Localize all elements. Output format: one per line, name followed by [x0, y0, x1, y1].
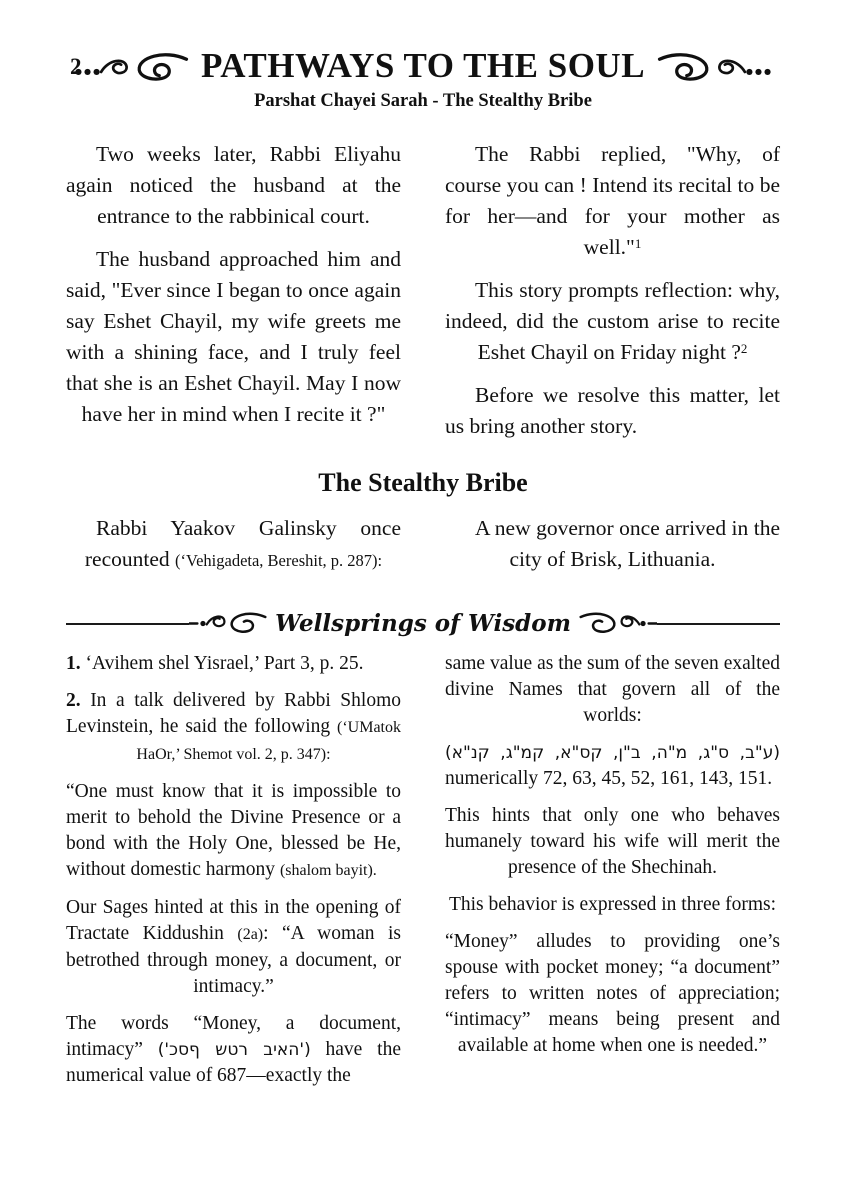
- divider-rule-right: [657, 623, 780, 625]
- footnote-number: 2.: [66, 690, 81, 711]
- footnotes-right-column: [445, 651, 780, 1100]
- footnote-item: [66, 1011, 401, 1089]
- story-section-1: [0, 139, 846, 454]
- divider-flourish-left-icon: [189, 611, 269, 636]
- footnote-item: This behavior is expressed in three forms:: [448, 894, 777, 915]
- paragraph-text: The Rabbi replied, "Why, of course you can ! Intend its recital to be for her—and for your mother as well.": [445, 142, 780, 259]
- story-paragraph: [66, 513, 401, 576]
- flourish-left-icon: [73, 51, 191, 82]
- footnote-text: : “A woman is betrothed through money, a document, or intimacy.”: [66, 923, 402, 997]
- footnote-text: have the numerical value of 687—exactly the: [66, 1039, 401, 1086]
- page-title: PATHWAYS TO THE SOUL: [200, 46, 646, 85]
- footnote-text: “One must know that it is impossible to merit to behold the Divine Presence or a bond with the Holy One, blessed be He, without domestic harmony: [66, 781, 401, 880]
- footnote-text: Our Sages hinted at this in the opening of Tractate Kiddushin: [66, 897, 401, 944]
- divider-rule-left: [66, 623, 189, 625]
- story-paragraph: [445, 275, 780, 368]
- footnotes-section: [0, 651, 846, 1100]
- footnote-text: The words “Money, a document, intimacy”: [66, 1013, 401, 1060]
- hebrew-divine-names: (ע"ב, ס"ג, מ"ה, ב"ן, קס"א, קמ"ג, קנ"א): [445, 743, 780, 763]
- page-subtitle: Parshat Chayei Sarah - The Stealthy Bribe: [254, 91, 592, 111]
- source-citation: (‘UMatok HaOr,’ Shemot vol. 2, p. 347):: [136, 719, 401, 763]
- story-paragraph: [445, 139, 780, 263]
- footnote-number: 1.: [66, 653, 81, 674]
- story-left-column: [66, 139, 401, 454]
- story-right-column: [445, 513, 780, 588]
- story-left-column: [66, 513, 401, 588]
- story-paragraph: The husband approached him and said, "Ever since I began to once again say Eshet Chayil, my wife greets me with a shining face, and I truly feel that she is an Eshet Chayil. May I now have her in mind when I recite it ?": [66, 247, 401, 426]
- source-citation: (‘Vehigadeta, Bereshit, p. 287):: [175, 551, 383, 570]
- footnote-text: ‘Avihem shel Yisrael,’ Part 3, p. 25.: [85, 653, 364, 674]
- footnote-item: [445, 740, 780, 792]
- footnote-text: numerically 72, 63, 45, 52, 161, 143, 151.: [445, 768, 773, 789]
- wellsprings-of-wisdom-label: Wellsprings of Wisdom: [275, 610, 571, 637]
- paragraph-text: This story prompts reflection: why, indeed, did the custom arise to recite Eshet Chayil on Friday night ?: [445, 278, 780, 364]
- story-paragraph: A new governor once arrived in the city of Brisk, Lithuania.: [475, 516, 780, 571]
- paragraph-text: Rabbi Yaakov Galinsky once recounted: [84, 516, 401, 571]
- footnote-ref-1: 1: [634, 236, 642, 251]
- story-paragraph: Two weeks later, Rabbi Eliyahu again noticed the husband at the entrance to the rabbinical court.: [66, 142, 401, 228]
- page-header: [0, 0, 846, 112]
- footnote-ref-2: 2: [740, 341, 748, 356]
- footnote-text: In a talk delivered by Rabbi Shlomo Levinstein, he said the following: [66, 690, 401, 737]
- section-heading: The Stealthy Bribe: [318, 468, 528, 497]
- source-citation: (2a): [237, 926, 264, 943]
- story-section-2: [0, 513, 846, 588]
- hebrew-text: ('כסף שטר ביאה'): [157, 1040, 311, 1060]
- footnote-item: “Money” alludes to providing one’s spouse with pocket money; “a document” refers to written notes of appreciation; “intimacy” means being present and available at home when one is needed.”: [445, 931, 780, 1056]
- footnote-item: [66, 779, 401, 884]
- divider-flourish-right-icon: [577, 611, 657, 636]
- page-number: 2: [70, 54, 82, 79]
- footnote-item: [66, 651, 401, 677]
- footnote-item: This hints that only one who behaves humanely toward his wife will merit the presence of the Shechinah.: [445, 805, 780, 878]
- footnote-item: [66, 895, 401, 1000]
- story-right-column: [445, 139, 780, 454]
- footnotes-left-column: [66, 651, 401, 1100]
- transliteration-note: (shalom bayit).: [279, 862, 377, 879]
- story-paragraph: Before we resolve this matter, let us bring another story.: [445, 383, 780, 438]
- footnote-item: [66, 688, 401, 768]
- flourish-right-icon: [655, 51, 773, 82]
- footnotes-divider: [66, 610, 780, 637]
- footnote-item: same value as the sum of the seven exalted divine Names that govern all of the worlds:: [445, 653, 780, 726]
